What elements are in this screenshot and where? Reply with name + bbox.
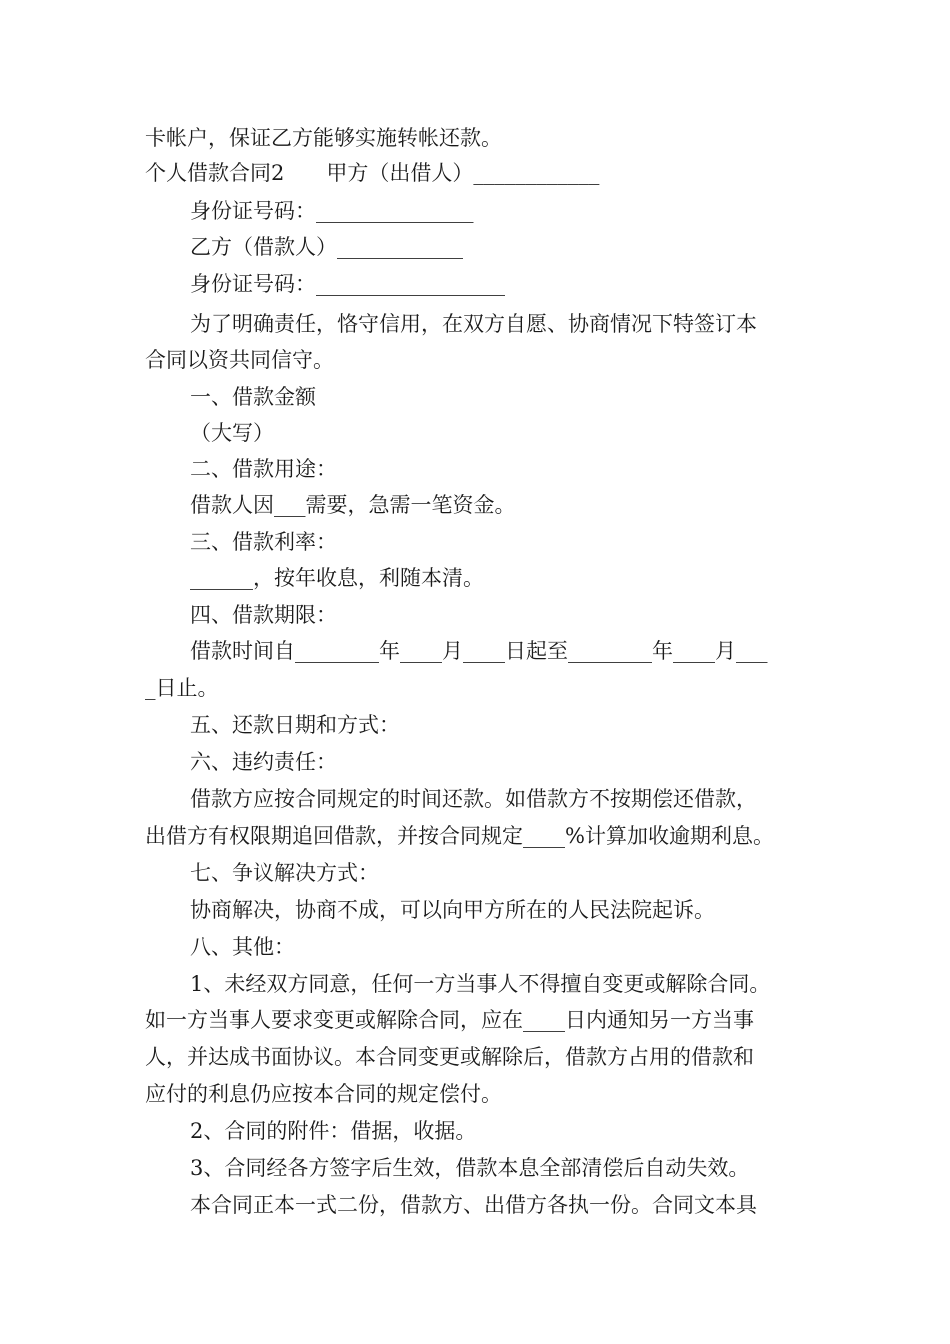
section-heading: 三、借款利率： [190,530,337,554]
text-line: 合同以资共同信守。 [145,348,334,372]
text-line: 借款时间自________年____月____日起至________年____月___ [190,639,768,663]
section-heading: 四、借款期限： [190,603,337,627]
borrower-id-line: 身份证号码：__________________ [190,272,505,296]
section-heading: 八、其他： [190,935,295,959]
borrower-line: 乙方（借款人）____________ [190,235,463,259]
section-heading: 二、借款用途： [190,457,337,481]
text-line: 2、合同的附件：借据，收据。 [190,1119,477,1143]
text-line: 1、未经双方同意，任何一方当事人不得擅自变更或解除合同。 [190,972,771,996]
text-line: 3、合同经各方签字后生效，借款本息全部清偿后自动失效。 [190,1156,750,1180]
text-line: 协商解决，协商不成，可以向甲方所在的人民法院起诉。 [190,898,715,922]
contract-title-line: 个人借款合同2 甲方（出借人）____________ [145,161,600,185]
lender-id-line: 身份证号码：_______________ [190,199,474,223]
text-line: _日止。 [145,676,219,700]
text-line: 本合同正本一式二份，借款方、出借方各执一份。合同文本具 [190,1193,757,1217]
text-line: 如一方当事人要求变更或解除合同，应在____日内通知另一方当事 [145,1008,754,1032]
text-line: 应付的利息仍应按本合同的规定偿付。 [145,1082,502,1106]
text-line: 人，并达成书面协议。本合同变更或解除后，借款方占用的借款和 [145,1045,754,1069]
section-heading: 五、还款日期和方式： [190,713,400,737]
text-line: 出借方有权限期追回借款，并按合同规定____%计算加收逾期利息。 [145,824,774,848]
text-line: 借款人因___需要，急需一笔资金。 [190,493,516,517]
text-line: （大写） [190,421,274,445]
text-line: 卡帐户，保证乙方能够实施转帐还款。 [145,126,502,150]
text-line: 为了明确责任，恪守信用，在双方自愿、协商情况下特签订本 [190,312,757,336]
text-line: ______，按年收息，利随本清。 [190,566,484,590]
section-heading: 六、违约责任： [190,750,337,774]
section-heading: 七、争议解决方式： [190,861,379,885]
section-heading: 一、借款金额 [190,385,316,409]
text-line: 借款方应按合同规定的时间还款。如借款方不按期偿还借款， [190,787,757,811]
